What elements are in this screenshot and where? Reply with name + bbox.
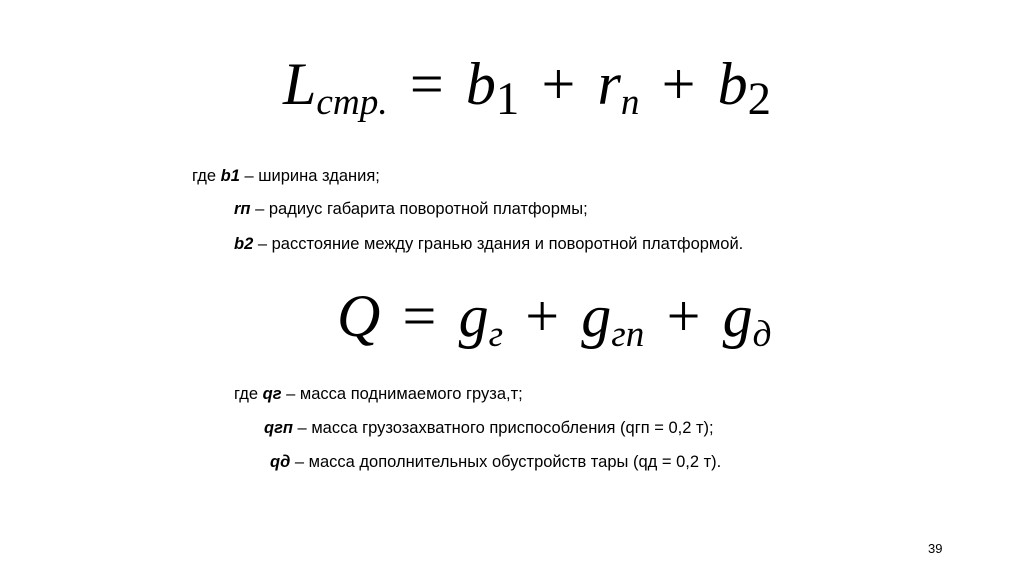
formula-subscript: п [620, 82, 640, 124]
legend-prefix: где [234, 385, 263, 403]
formula-symbol: g [581, 283, 612, 349]
legend-line [234, 201, 588, 218]
formula-symbol: b [717, 51, 748, 117]
formula-symbol: L [283, 51, 317, 117]
legend-term: rп [234, 200, 251, 218]
legend-term: qгп [264, 419, 293, 437]
formula-subscript: г [488, 314, 504, 356]
legend-term: b1 [220, 167, 240, 185]
legend-description: – расстояние между гранью здания и поворотной платформой. [253, 235, 744, 253]
formula-symbol: r [597, 51, 621, 117]
formula-subscript: д [752, 314, 772, 356]
formula-length [283, 51, 772, 126]
legend-description: – ширина здания; [239, 167, 380, 185]
formula-subscript: гп [611, 314, 645, 356]
formula-symbol: g [722, 283, 753, 349]
page-number: 39 [928, 541, 943, 556]
legend-line [234, 236, 743, 253]
formula-symbol: Q [337, 283, 381, 349]
formula-operator: = [402, 283, 437, 349]
formula-symbol: b [465, 51, 496, 117]
legend-description: – масса дополнительных обустройств тары (qд = 0,2 т). [290, 453, 722, 471]
formula-subscript: стр. [316, 82, 388, 124]
legend-description: – масса грузозахватного приспособления (qгп = 0,2 т); [292, 419, 714, 437]
formula-operator: + [525, 283, 560, 349]
legend-prefix: где [192, 167, 221, 185]
legend-description: – масса поднимаемого груза,т; [281, 385, 523, 403]
formula-operator: + [666, 283, 701, 349]
legend-description: – радиус габарита поворотной платформы; [250, 200, 588, 218]
legend-line [234, 386, 523, 403]
formula-operator: + [541, 51, 576, 117]
formula-subscript: 1 [495, 73, 520, 126]
legend-term: qг [262, 385, 282, 403]
legend-term: b2 [234, 235, 254, 253]
formula-operator: + [661, 51, 696, 117]
legend-line [192, 168, 380, 185]
formula-load [337, 283, 772, 356]
legend-line [264, 420, 714, 437]
formula-operator: = [409, 51, 444, 117]
legend-term: qд [270, 453, 291, 471]
formula-symbol: g [458, 283, 489, 349]
legend-line [270, 454, 721, 471]
formula-subscript: 2 [747, 73, 772, 126]
